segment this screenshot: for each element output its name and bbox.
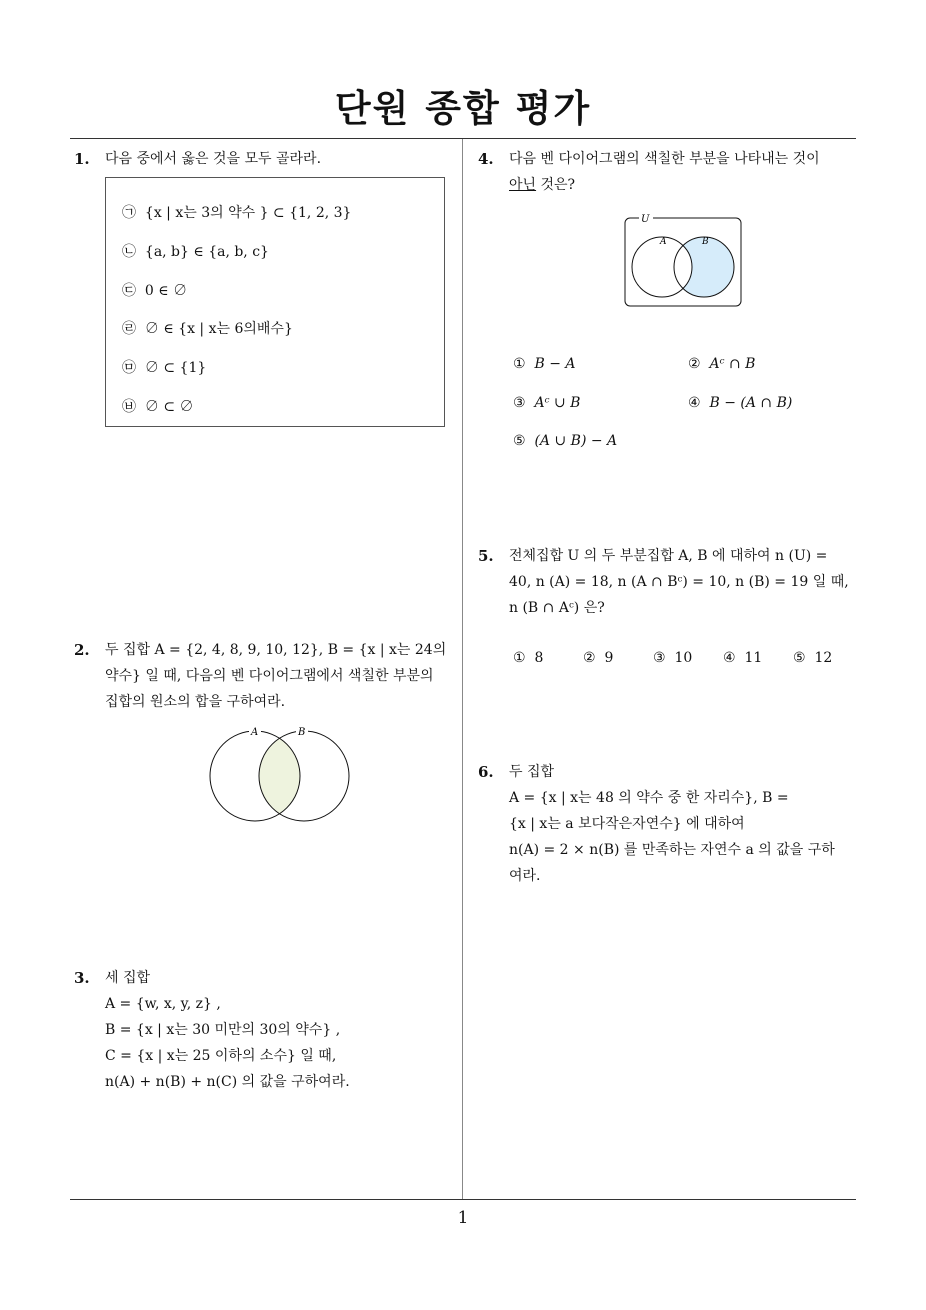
question-text (105, 637, 455, 715)
option-mark: ④ (688, 395, 701, 411)
question-line: 두 집합 (509, 764, 555, 780)
answer-option[interactable] (513, 395, 580, 411)
option-mark: ① (513, 650, 526, 666)
venn-label-b: B (298, 727, 306, 738)
statement-item (122, 241, 269, 261)
answer-option[interactable] (513, 356, 576, 372)
statement-expr: {a, b} ∈ {a, b, c} (144, 244, 269, 260)
statement-expr: {x | x는 3의 약수 } ⊂ {1, 2, 3} (144, 205, 352, 221)
question-line: 집합의 원소의 합을 구하여라. (105, 694, 286, 710)
footer-rule (70, 1199, 856, 1200)
question-text (509, 759, 861, 889)
statement-expr: 0 ∈ ∅ (144, 283, 188, 299)
option-expr: Aᶜ ∩ B (709, 356, 756, 372)
option-value: 12 (814, 650, 833, 666)
statement-mark: ㉤ (122, 360, 136, 376)
question-line (509, 172, 859, 198)
answer-option[interactable] (688, 356, 755, 372)
venn-label-a: A (660, 237, 667, 247)
statement-expr: ∅ ⊂ {1} (144, 360, 207, 376)
question-line: {x | x는 a 보다작은자연수} 에 대하여 (509, 816, 745, 832)
option-expr: B − (A ∩ B) (709, 395, 793, 411)
question-line: 40, n (A) = 18, n (A ∩ Bᶜ) = 10, n (B) = 19 일 때, (509, 574, 849, 590)
answer-option[interactable] (513, 650, 543, 666)
statement-item (122, 202, 351, 222)
question-line: n(A) + n(B) + n(C) 의 값을 구하여라. (105, 1074, 350, 1090)
question-line: n (B ∩ Aᶜ) 은? (509, 600, 605, 616)
question-text: 다음 중에서 옳은 것을 모두 골라라. (105, 151, 322, 167)
option-value: 8 (534, 650, 544, 666)
question-line: 세 집합 (105, 970, 151, 986)
option-mark: ③ (653, 650, 666, 666)
option-expr: Aᶜ ∪ B (534, 395, 581, 411)
answer-option[interactable] (688, 395, 792, 411)
option-value: 11 (744, 650, 763, 666)
statement-box (105, 177, 445, 427)
question-text (509, 146, 859, 198)
answer-option[interactable] (653, 650, 692, 666)
answer-option[interactable] (793, 650, 832, 666)
option-expr: B − A (534, 356, 576, 372)
statement-item (122, 357, 206, 377)
question-line: 전체집합 U 의 두 부분집합 A, B 에 대하여 n (U) = (509, 548, 828, 564)
question-number: 4. (478, 150, 494, 168)
option-value: 10 (674, 650, 693, 666)
answer-option[interactable] (723, 650, 762, 666)
question-line: B = {x | x는 30 미만의 30의 약수} , (105, 1022, 341, 1038)
venn-label-b: B (702, 237, 709, 247)
question-text (509, 543, 861, 621)
option-mark: ① (513, 356, 526, 372)
column-divider (462, 139, 463, 1199)
underlined-word: 아닌 (509, 177, 537, 193)
question-line: A = {w, x, y, z} , (105, 996, 221, 1012)
option-mark: ⑤ (793, 650, 806, 666)
statement-mark: ㉠ (122, 205, 136, 221)
question-line: 다음 벤 다이어그램의 색칠한 부분을 나타내는 것이 (509, 151, 820, 167)
page-number: 1 (457, 1208, 469, 1228)
page-title: 단원 종합 평가 (334, 87, 592, 130)
question-line: C = {x | x는 25 이하의 소수} 일 때, (105, 1048, 337, 1064)
option-value: 9 (604, 650, 614, 666)
statement-mark: ㉥ (122, 399, 136, 415)
option-mark: ⑤ (513, 433, 526, 449)
statement-item (122, 396, 194, 416)
question-line: 여라. (509, 868, 541, 884)
question-line-rest: 것은? (536, 177, 576, 193)
question-line: n(A) = 2 × n(B) 를 만족하는 자연수 a 의 값을 구하 (509, 842, 835, 858)
question-number: 1. (74, 150, 90, 168)
option-mark: ③ (513, 395, 526, 411)
venn-label-u: U (641, 214, 650, 225)
question-number: 6. (478, 763, 494, 781)
option-mark: ② (688, 356, 701, 372)
statement-expr: ∅ ∈ {x | x는 6의배수} (144, 321, 293, 337)
question-number: 2. (74, 641, 90, 659)
option-expr: (A ∪ B) − A (534, 433, 618, 449)
statement-mark: ㉢ (122, 283, 136, 299)
option-mark: ④ (723, 650, 736, 666)
venn-label-a: A (251, 727, 259, 738)
question-line: A = {x | x는 48 의 약수 중 한 자리수}, B = (509, 790, 789, 806)
statement-item (122, 318, 293, 338)
question-number: 5. (478, 547, 494, 565)
question-line: 두 집합 A = {2, 4, 8, 9, 10, 12}, B = {x | x는 24의 (105, 642, 447, 658)
statement-mark: ㉣ (122, 321, 136, 337)
answer-option[interactable] (583, 650, 613, 666)
statement-item (122, 280, 187, 300)
question-text (105, 965, 455, 1095)
venn-diagram (200, 722, 360, 826)
question-line: 약수} 일 때, 다음의 벤 다이어그램에서 색칠한 부분의 (105, 668, 434, 684)
statement-mark: ㉡ (122, 244, 136, 260)
answer-option[interactable] (513, 433, 617, 449)
venn-diagram (620, 210, 746, 310)
statement-expr: ∅ ⊂ ∅ (144, 399, 194, 415)
option-mark: ② (583, 650, 596, 666)
question-number: 3. (74, 969, 90, 987)
header-rule (70, 138, 856, 139)
